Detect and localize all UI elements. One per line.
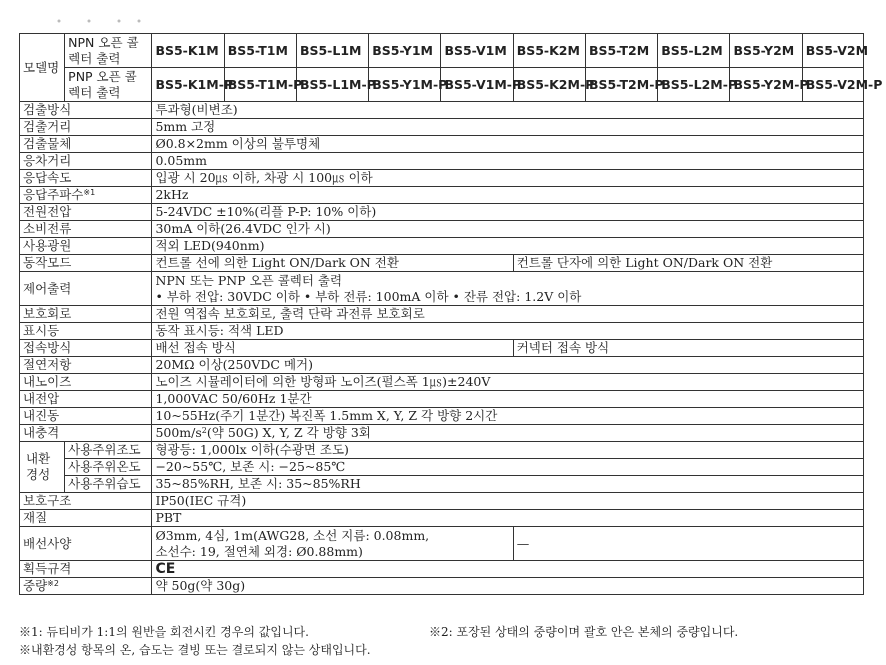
row-label: 재질 (20, 510, 152, 527)
row-value: PBT (152, 510, 864, 527)
row-insulation (20, 357, 864, 374)
row-value-left: 배선 접속 방식 (152, 340, 513, 357)
model-cell: BS5-Y1M-P (369, 68, 441, 102)
pnp-label: PNP 오픈 콜렉터 출력 (65, 68, 152, 102)
row-noise (20, 374, 864, 391)
row-value: 10~55Hz(주기 1분간) 복진폭 1.5mm X, Y, Z 각 방향 2시간 (152, 408, 864, 425)
row-label: 표시등 (20, 323, 152, 340)
row-detection-target (20, 136, 864, 153)
row-label: 사용주위습도 (65, 476, 152, 493)
row-label: 획득규격 (20, 561, 152, 578)
row-detection-distance (20, 119, 864, 136)
model-cell: BS5-V2M (802, 34, 863, 68)
row-label: 접속방식 (20, 340, 152, 357)
row-label: 내전압 (20, 391, 152, 408)
row-value: 5-24VDC ±10%(리플 P-P: 10% 이하) (152, 204, 864, 221)
row-label: 절연저항 (20, 357, 152, 374)
row-control-output (20, 272, 864, 306)
footnote-1: ※1: 듀티비가 1:1의 원반을 회전시킨 경우의 값입니다. (19, 625, 309, 639)
row-value (152, 425, 864, 442)
model-cell: BS5-Y1M (369, 34, 441, 68)
row-value-line: 소선수: 19, 절연체 외경: Ø0.88mm) (155, 543, 363, 559)
row-label (20, 187, 152, 204)
row-value: 적외 LED(940nm) (152, 238, 864, 255)
row-label-text: 응답주파수 (23, 187, 84, 202)
npn-label: NPN 오픈 콜렉터 출력 (65, 34, 152, 68)
row-label: 검출거리 (20, 119, 152, 136)
row-label: 내진동 (20, 408, 152, 425)
model-cell: BS5-L1M (296, 34, 368, 68)
row-label: 제어출력 (20, 272, 152, 306)
shock-value-a: 500m/s (155, 425, 202, 440)
row-detection-method (20, 102, 864, 119)
footnote-marker: ※2 (47, 579, 59, 588)
row-weight (20, 578, 864, 595)
model-cell: BS5-L2M-P (658, 68, 730, 102)
footnote-2: ※2: 포장된 상태의 중량이며 괄호 안은 본체의 중량입니다. (429, 625, 739, 639)
row-indicator (20, 323, 864, 340)
row-value: 노이즈 시뮬레이터에 의한 방형파 노이즈(펄스폭 1㎲)±240V (152, 374, 864, 391)
row-label: 응답속도 (20, 170, 152, 187)
row-connection (20, 340, 864, 357)
row-response-speed (20, 170, 864, 187)
row-label: 검출방식 (20, 102, 152, 119)
row-value: 20MΩ 이상(250VDC 메거) (152, 357, 864, 374)
row-value-right: — (513, 527, 863, 561)
model-cell: BS5-V2M-P (802, 68, 863, 102)
row-label: 내충격 (20, 425, 152, 442)
row-label: 배선사양 (20, 527, 152, 561)
row-env-temp (20, 459, 864, 476)
row-label: 검출물체 (20, 136, 152, 153)
row-dielectric (20, 391, 864, 408)
row-value: 전원 역접속 보호회로, 출력 단락 과전류 보호회로 (152, 306, 864, 323)
row-hysteresis (20, 153, 864, 170)
model-cell: BS5-T2M (585, 34, 657, 68)
model-cell: BS5-K1M (152, 34, 224, 68)
row-value: 35~85%RH, 보존 시: 35~85%RH (152, 476, 864, 493)
row-label-text: 중량 (23, 578, 48, 593)
row-shock (20, 425, 864, 442)
row-value: 0.05mm (152, 153, 864, 170)
row-value: 동작 표시등: 적색 LED (152, 323, 864, 340)
row-vibration (20, 408, 864, 425)
model-cell: BS5-K1M-P (152, 68, 224, 102)
row-value-right: 커넥터 접속 방식 (513, 340, 863, 357)
row-label: 보호구조 (20, 493, 152, 510)
row-material (20, 510, 864, 527)
shock-value-sup: 2 (201, 426, 207, 435)
row-light-source (20, 238, 864, 255)
header-row-npn (20, 34, 864, 68)
row-cable (20, 527, 864, 561)
row-value (152, 561, 864, 578)
row-value: 1,000VAC 50/60Hz 1분간 (152, 391, 864, 408)
header-decoration (55, 17, 145, 25)
model-cell: BS5-Y2M-P (730, 68, 802, 102)
row-value-line: Ø3mm, 4심, 1m(AWG28, 소선 지름: 0.08mm, (155, 527, 430, 543)
row-label: 사용광원 (20, 238, 152, 255)
row-label: 동작모드 (20, 255, 152, 272)
row-env-humi (20, 476, 864, 493)
footnote-marker: ※1 (83, 188, 96, 197)
model-label: 모델명 (20, 34, 65, 102)
row-label: 응차거리 (20, 153, 152, 170)
shock-value-b: (약 50G) X, Y, Z 각 방향 3회 (206, 425, 371, 440)
row-value-left (152, 527, 513, 561)
row-value: 입광 시 20㎲ 이하, 차광 시 100㎲ 이하 (152, 170, 864, 187)
row-protection-circuit (20, 306, 864, 323)
spec-table-wrapper (19, 33, 883, 595)
row-value: Ø0.8×2mm 이상의 불투명체 (152, 136, 864, 153)
row-power-voltage (20, 204, 864, 221)
row-label: 보호회로 (20, 306, 152, 323)
ce-mark-icon: CE (155, 561, 176, 577)
row-approval (20, 561, 864, 578)
row-env-light (20, 442, 864, 459)
row-label: 전원전압 (20, 204, 152, 221)
row-value-line: • 부하 전압: 30VDC 이하 • 부하 전류: 100mA 이하 • 잔류 전압: 1.2V 이하 (155, 288, 582, 304)
row-label: 사용주위조도 (65, 442, 152, 459)
footnote-3: ※내환경성 항목의 온, 습도는 결빙 또는 결로되지 않는 상태입니다. (19, 643, 371, 657)
model-cell: BS5-T1M (224, 34, 296, 68)
row-value: −20~55℃, 보존 시: −25~85℃ (152, 459, 864, 476)
model-cell: BS5-K2M (513, 34, 585, 68)
header-row-pnp (20, 68, 864, 102)
model-cell: BS5-T2M-P (585, 68, 657, 102)
row-value: 형광등: 1,000lx 이하(수광면 조도) (152, 442, 864, 459)
row-value-line: NPN 또는 PNP 오픈 콜렉터 출력 (155, 272, 343, 288)
env-group-label: 내환경성 (20, 442, 65, 493)
row-label: 내노이즈 (20, 374, 152, 391)
row-value (152, 272, 864, 306)
row-response-freq (20, 187, 864, 204)
row-value-right: 컨트롤 단자에 의한 Light ON/Dark ON 전환 (513, 255, 863, 272)
row-label: 소비전류 (20, 221, 152, 238)
model-cell: BS5-L1M-P (296, 68, 368, 102)
row-label (20, 578, 152, 595)
row-protection (20, 493, 864, 510)
model-cell: BS5-Y2M (730, 34, 802, 68)
row-value: 2kHz (152, 187, 864, 204)
row-value: 투과형(비변조) (152, 102, 864, 119)
model-cell: BS5-V1M (441, 34, 513, 68)
row-current (20, 221, 864, 238)
spec-table (19, 33, 883, 595)
model-cell: BS5-K2M-P (513, 68, 585, 102)
row-value: 약 50g(약 30g) (152, 578, 864, 595)
row-value: IP50(IEC 규격) (152, 493, 864, 510)
model-cell: BS5-V1M-P (441, 68, 513, 102)
row-value: 5mm 고정 (152, 119, 864, 136)
row-operation-mode (20, 255, 864, 272)
row-value: 30mA 이하(26.4VDC 인가 시) (152, 221, 864, 238)
model-cell: BS5-L2M (658, 34, 730, 68)
footnotes (19, 623, 879, 659)
footnote-row (19, 623, 879, 641)
row-value-left: 컨트롤 선에 의한 Light ON/Dark ON 전환 (152, 255, 513, 272)
row-label: 사용주위온도 (65, 459, 152, 476)
model-cell: BS5-T1M-P (224, 68, 296, 102)
